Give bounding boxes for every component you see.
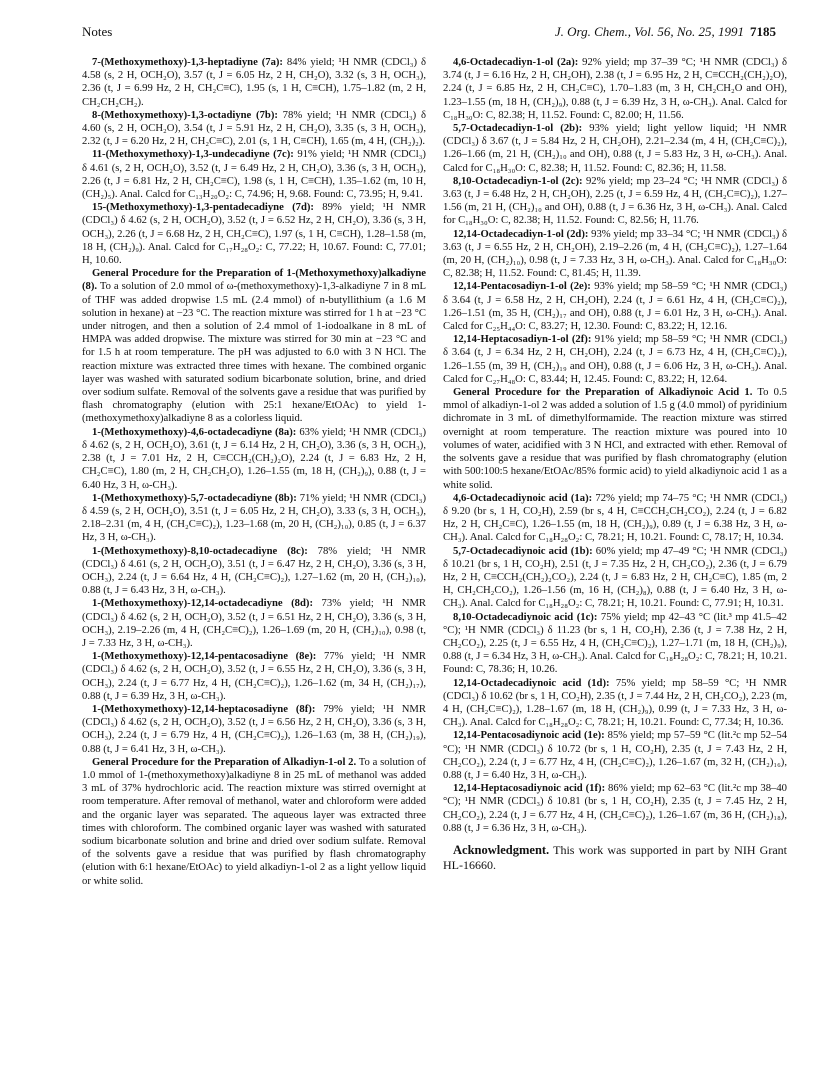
paragraph-heading: 1-(Methoxymethoxy)-5,7-octadecadiyne (8b): — [92, 492, 297, 504]
right-paragraph — [443, 386, 787, 492]
section-label: Notes — [82, 24, 113, 39]
left-paragraph — [82, 545, 426, 598]
paragraph-body: 77% yield; ¹H NMR (CDCl₃) δ 4.62 (s, 2 H, OCH₂O), 3.52 (t, J = 6.55 Hz, 2 H, CH₂O), 3.36 (s, 3 H, OCH₃), 2.24 (t, J = 6.77 Hz, 4 H, (CH₂C≡C)₂), 1.26–1.62 (m, 34 H, (CH₂)₁₇), 0.88 (t, J = 6.39 Hz, 3 H, ω-CH₃). — [82, 651, 426, 702]
paragraph-heading: 1-(Methoxymethoxy)-8,10-octadecadiyne (8c): — [92, 545, 308, 557]
paragraph-body: 93% yield; mp 58–59 °C; ¹H NMR (CDCl₃) δ 3.64 (t, J = 6.58 Hz, 2 H, CH₂OH), 2.24 (t, J = 6.61 Hz, 4 H, (CH₂C≡C)₂), 1.26–1.51 (m, 35 H, (CH₂)₁₇ and OH), 0.88 (t, J = 6.01 Hz, 3 H, ω-CH₃). Anal. Calcd for C₂₅H₄₄O: C, 83.27; H, 12.30. Found: C, 83.22; H, 12.16. — [443, 281, 787, 333]
right-paragraph — [443, 729, 787, 782]
paragraph-body: 75% yield; mp 42–43 °C (lit.³ mp 41.5–42 °C); ¹H NMR (CDCl₃) δ 11.23 (br s, 1 H, CO₂H), 2.36 (t, J = 7.38 Hz, 2 H, CH₂CO₂), 2.25 (t, J = 6.55 Hz, 4 H, (CH₂C≡C)₂), 1.27–1.71 (m, 18 H, (CH₂)₉), 0.88 (t, J = 6.34 Hz, 3 H, ω-CH₃). Anal. Calcd for C₁₈H₂₈O₂: C, 78.21; H, 10.21. Found: C, 78.36; H, 10.26. — [443, 611, 788, 676]
paragraph-heading: 1-(Methoxymethoxy)-12,14-octadecadiyne (8d): — [92, 598, 314, 610]
right-paragraph — [443, 122, 787, 175]
paragraph-body: 78% yield; ¹H NMR (CDCl₃) δ 4.61 (s, 2 H, OCH₂O), 3.51 (t, J = 6.47 Hz, 2 H, CH₂O), 3.36 (s, 3 H, OCH₃), 2.24 (t, J = 6.64 Hz, 4 H, (CH₂C≡C)₂), 1.27–1.62 (m, 20 H, (CH₂)₁₀), 0.88 (t, J = 6.43 Hz, 3 H, ω-CH₃). — [82, 545, 426, 597]
left-paragraph — [82, 597, 426, 650]
left-paragraph — [82, 56, 426, 109]
left-paragraph — [82, 426, 426, 492]
paragraph-heading: 1-(Methoxymethoxy)-12,14-heptacosadiyne (8f): — [92, 703, 316, 715]
journal-citation — [555, 24, 776, 40]
paragraph-body: 93% yield; mp 33–34 °C; ¹H NMR (CDCl₃) δ 3.63 (t, J = 6.55 Hz, 2 H, CH₂OH), 2.19–2.26 (m, 4 H, (CH₂C≡C)₂), 1.27–1.64 (m, 20 H, (CH₂)₁₀), 0.98 (t, J = 7.33 Hz, 3 H, ω-CH₃). Anal. Calcd for C₁₈H₃₀O: C, 82.38; H, 11.52. Found: C, 81.45; H, 11.39. — [443, 228, 788, 280]
paragraph-body: 79% yield; ¹H NMR (CDCl₃) δ 4.62 (s, 2 H, OCH₂O), 3.52 (t, J = 6.56 Hz, 2 H, CH₂O), 3.36 (s, 3 H, OCH₃), 2.24 (t, J = 6.79 Hz, 4 H, (CH₂C≡C)₂), 1.26–1.63 (m, 38 H, (CH₂)₁₉), 0.88 (t, J = 6.41 Hz, 3 H, ω-CH₃). — [82, 703, 426, 755]
paragraph-heading: 7-(Methoxymethoxy)-1,3-heptadiyne (7a): — [92, 57, 283, 68]
paragraph-body: 92% yield; mp 23–24 °C; ¹H NMR (CDCl₃) δ 3.63 (t, J = 6.48 Hz, 2 H, CH₂OH), 2.25 (t, J = 6.59 Hz, 4 H, (CH₂C≡C)₂), 1.27–1.56 (m, 21 H, (CH₂)₁₀ and OH), 0.88 (t, J = 6.36 Hz, 3 H, ω-CH₃). Anal. Calcd for C₁₈H₃₀O: C, 82.38; H, 11.52. Found: C, 82.56; H, 11.76. — [443, 175, 787, 227]
paragraph-body: 75% yield; mp 58–59 °C; ¹H NMR (CDCl₃) δ 10.62 (br s, 1 H, CO₂H), 2.35 (t, J = 7.44 Hz, 2 H, CH₂CO₂), 2.23 (m, 4 H, (CH₂C≡C)₂), 1.28–1.67 (m, 18 H, (CH₂)₉), 0.99 (t, J = 7.33 Hz, 3 H, ω-CH₃). Anal. Calcd for C₁₈H₂₈O₂: C, 78.21; H, 10.21. Found: C, 77.34; H, 10.36. — [443, 677, 787, 729]
paragraph-body: 73% yield; ¹H NMR (CDCl₃) δ 4.62 (s, 2 H, OCH₂O), 3.52 (t, J = 6.51 Hz, 2 H, CH₂O), 3.36 (s, 3 H, OCH₃), 2.19–2.26 (m, 4 H, (CH₂C≡C)₂), 1.26–1.69 (m, 20 H, (CH₂)₁₀), 0.98 (t, J = 7.33 Hz, 3 H, ω-CH₃). — [82, 598, 426, 649]
right-paragraph — [443, 280, 787, 333]
paragraph-heading: General Procedure for the Preparation of Alkadiynoic Acid 1. — [453, 387, 753, 399]
paragraph-heading: 4,6-Octadecadiynoic acid (1a): — [453, 492, 593, 504]
paragraph-body: 78% yield; ¹H NMR (CDCl₃) δ 4.60 (s, 2 H, OCH₂O), 3.54 (t, J = 5.91 Hz, 2 H, CH₂O), 3.35 (s, 3 H, OCH₃), 2.32 (t, J = 6.20 Hz, 2 H, CH₂C≡C), 2.01 (s, 1 H, C≡CH), 1.65 (m, 4 H, (CH₂)₂). — [82, 109, 426, 148]
paragraph-heading: 12,14-Octadecadiyn-1-ol (2d): — [453, 228, 589, 240]
right-paragraph — [443, 611, 787, 677]
paragraph-heading: General Procedure for the Preparation of Alkadiyn-1-ol 2. — [92, 756, 357, 768]
left-paragraph — [82, 201, 426, 267]
paragraph-heading: 15-(Methoxymethoxy)-1,3-pentadecadiyne (7d): — [92, 202, 314, 214]
left-paragraph — [82, 650, 426, 703]
paragraph-heading: 5,7-Octadecadiynoic acid (1b): — [453, 545, 593, 557]
paragraph-body: 92% yield; mp 37–39 °C; ¹H NMR (CDCl₃) δ 3.74 (t, J = 6.16 Hz, 2 H, CH₂OH), 2.38 (t, J = 6.95 Hz, 2 H, C≡CCH₂(CH₂)₂O), 2.24 (t, J = 6.85 Hz, 2 H, CH₂C≡C), 1.70–1.83 (m, 3 H, CH₂CH₂O and OH), 1.23–1.55 (m, 18 H, (CH₂)₉), 0.88 (t, J = 6.39 Hz, 3 H, ω-CH₃). Anal. Calcd for C₁₈H₃₀O: C, 82.38; H, 11.52. Found: C, 82.00; H, 11.56. — [443, 57, 787, 121]
right-paragraph — [443, 492, 787, 545]
paragraph-heading: 12,14-Pentacosadiynoic acid (1e): — [453, 730, 605, 742]
paragraph-heading: 12,14-Heptacosadiynoic acid (1f): — [453, 783, 606, 795]
paragraph-body: 91% yield; ¹H NMR (CDCl₃) δ 4.61 (s, 2 H, OCH₂O), 3.52 (t, J = 6.49 Hz, 2 H, CH₂O), 3.36 (s, 3 H, OCH₃), 2.26 (t, J = 6.81 Hz, 2 H, CH₂C≡C), 1.98 (s, 1 H, C≡CH), 1.35–1.62 (m, 10 H, (CH₂)₅). Anal. Calcd for C₁₃H₂₀O₂: C, 74.96; H, 9.68. Found: C, 73.95; H, 9.41. — [82, 149, 426, 201]
left-paragraph — [82, 492, 426, 545]
right-paragraph — [443, 782, 787, 835]
paragraph-body: 85% yield; mp 57–59 °C (lit.²c mp 52–54 °C); ¹H NMR (CDCl₃) δ 10.72 (br s, 1 H, CO₂H), 2.35 (t, J = 7.43 Hz, 2 H, CH₂CO₂), 2.24 (t, J = 6.77 Hz, 4 H, (CH₂C≡C)₂), 1.26–1.67 (m, 32 H, (CH₂)₁₆), 0.88 (t, J = 6.40 Hz, 3 H, ω-CH₃). — [443, 730, 787, 781]
paragraph-heading: 8,10-Octadecadiyn-1-ol (2c): — [453, 175, 583, 187]
paragraph-body: 84% yield; ¹H NMR (CDCl₃) δ 4.58 (s, 2 H, OCH₂O), 3.57 (t, J = 6.05 Hz, 2 H, CH₂O), 3.32 (s, 3 H, OCH₃), 2.36 (t, J = 6.99 Hz, 2 H, CH₂C≡C), 1.95 (s, 1 H, C≡CH), 1.75–1.82 (m, 2 H, CH₂CH₂CH₂). — [82, 57, 426, 108]
paragraph-body: 93% yield; light yellow liquid; ¹H NMR (CDCl₃) δ 3.67 (t, J = 5.84 Hz, 2 H, CH₂OH), 2.21–2.34 (m, 4 H, (CH₂C≡C)₂), 1.26–1.66 (m, 21 H, (CH₂)₁₀ and OH), 0.88 (t, J = 5.83 Hz, 3 H, ω-CH₃). Anal. Calcd for C₁₈H₃₀O: C, 82.38; H, 11.52. Found: C, 82.36; H, 11.58. — [443, 123, 788, 174]
running-header — [82, 24, 776, 42]
paragraph-heading: 12,14-Heptacosadiyn-1-ol (2f): — [453, 334, 592, 346]
paragraph-heading: 12,14-Pentacosadiyn-1-ol (2e): — [453, 281, 591, 293]
paragraph-heading: 1-(Methoxymethoxy)-4,6-octadecadiyne (8a): — [92, 426, 297, 438]
right-column — [443, 56, 787, 873]
acknowledgment-text: This work was supported in part by NIH Grant HL-16660. — [443, 842, 787, 872]
paragraph-heading: 11-(Methoxymethoxy)-1,3-undecadiyne (7c): — [92, 149, 294, 161]
left-paragraph — [82, 267, 426, 425]
page-number: 7185 — [750, 24, 776, 39]
left-column — [82, 56, 426, 888]
paragraph-heading: 12,14-Octadecadiynoic acid (1d): — [453, 677, 610, 689]
left-paragraph — [82, 756, 426, 888]
paragraph-body: 71% yield; ¹H NMR (CDCl₃) δ 4.59 (s, 2 H, OCH₂O), 3.51 (t, J = 6.05 Hz, 2 H, CH₂O), 3.33 (s, 3 H, OCH₃), 2.18–2.31 (m, 4 H, (CH₂C≡C)₂), 1.23–1.68 (m, 20 H, (CH₂)₁₀), 0.85 (t, J = 6.37 Hz, 3 H, ω-CH₃). — [82, 492, 426, 544]
paragraph-body: 60% yield; mp 47–49 °C; ¹H NMR (CDCl₃) δ 10.21 (br s, 1 H, CO₂H), 2.51 (t, J = 7.35 Hz, 2 H, CH₂CO₂), 2.36 (t, J = 6.79 Hz, 2 H, C≡CCH₂(CH₂)₂CO₂), 2.24 (t, J = 6.83 Hz, 2 H, CH₂C≡C), 1.85 (m, 2 H, CH₂CH₂CO₂), 1.26–1.56 (m, 16 H, (CH₂)₈), 0.88 (t, J = 6.40 Hz, 3 H, ω-CH₃). Anal. Calcd for C₁₈H₂₈O₂: C, 78.21; H, 10.21. Found: C, 77.91; H, 10.31. — [443, 545, 788, 610]
journal-name: J. Org. Chem., Vol. 56, No. 25, 1991 — [554, 24, 744, 39]
paragraph-body: To 0.5 mmol of alkadiyn-1-ol 2 was added a solution of 1.5 g (4.0 mmol) of pyridinium dichromate in 3 mL of dimethylformamide. The reaction mixture was stirred overnight at room temperature. The reaction mixture was poured into 10 volumes of water, acidified with 3 N HCl, and extracted with ether. Removal of the solvents gave a residue that was purified by flash chromatography (elution with 500:100:5 hexane/EtOAc/85% formic acid) to yield alkadiynoic acid 1 as a white solid. — [443, 387, 787, 491]
paragraph-heading: 5,7-Octadecadiyn-1-ol (2b): — [453, 123, 583, 135]
right-paragraph — [443, 175, 787, 228]
paragraph-body: 72% yield; mp 74–75 °C; ¹H NMR (CDCl₃) δ 9.20 (br s, 1 H, CO₂H), 2.59 (br s, 4 H, C≡CCH₂CH₂CO₂), 2.24 (t, J = 6.82 Hz, 2 H, CH₂C≡C), 1.26–1.55 (m, 18 H, (CH₂)₉), 0.89 (t, J = 6.38 Hz, 3 H, ω-CH₃). Anal. Calcd for C₁₈H₂₈O₂: C, 78.21; H, 10.21. Found: C, 78.17; H, 10.34. — [443, 492, 787, 544]
paragraph-body: To a solution of 2.0 mmol of ω-(methoxymethoxy)-1,3-alkadiyne 7 in 8 mL of THF was added dropwise 1.5 mL (2.4 mmol) of n-butyllithium (a 1.6 M solution in hexane) at −23 °C. The reaction mixture was stirred for 1 h at −23 °C under nitrogen, and then a solution of 2.4 mmol of 1-iodoalkane in 8 mL of HMPA was added dropwise. The mixture was stirred for 30 min at −23 °C and for 1.5 h at room temperature. The pH was adjusted to 6.0 with 3 N HCl. The reaction mixture was extracted three times with hexane. The combined organic layer was washed with saturated sodium bicarbonate solution, brine, and dried over sodium sulfate. Removal of the solvents gave a residue that was purified by flash chromatography (elution with 25:1 hexane/EtOAc) to yield 1-(methoxymethoxy)alkadiyne 8 as a colorless liquid. — [82, 281, 426, 425]
paragraph-heading: 4,6-Octadecadiyn-1-ol (2a): — [453, 57, 579, 68]
right-paragraph — [443, 228, 787, 281]
left-paragraph — [82, 109, 426, 149]
paragraph-heading: General Procedure for the Preparation of 1-(Methoxymethoxy)alkadiyne (8). — [82, 268, 426, 293]
paragraph-heading: 1-(Methoxymethoxy)-12,14-pentacosadiyne (8e): — [92, 651, 317, 663]
paragraph-heading: 8,10-Octadecadiynoic acid (1c): — [453, 611, 598, 623]
paragraph-body: 91% yield; mp 58–59 °C; ¹H NMR (CDCl₃) δ 3.64 (t, J = 6.34 Hz, 2 H, CH₂OH), 2.24 (t, J = 6.73 Hz, 4 H, (CH₂C≡C)₂), 1.26–1.55 (m, 39 H, (CH₂)₁₉ and OH), 0.88 (t, J = 6.06 Hz, 3 H, ω-CH₃). Anal. Calcd for C₂₇H₄₈O: C, 83.44; H, 12.45. Found: C, 83.22; H, 12.64. — [443, 334, 787, 385]
acknowledgment-heading: Acknowledgment. — [453, 842, 550, 857]
paragraph-heading: 8-(Methoxymethoxy)-1,3-octadiyne (7b): — [92, 109, 278, 121]
paragraph-body: 63% yield; ¹H NMR (CDCl₃) δ 4.62 (s, 2 H, OCH₂O), 3.61 (t, J = 6.14 Hz, 2 H, CH₂O), 3.36 (s, 3 H, OCH₃), 2.38 (t, J = 7.01 Hz, 2 H, C≡CCH₂(CH₂)₂O), 2.24 (t, J = 6.83 Hz, 2 H, CH₂C≡C), 1.80 (m, 2 H, CH₂CH₂O), 1.26–1.55 (m, 18 H, (CH₂)₉), 0.88 (t, J = 6.40 Hz, 3 H, ω-CH₃). — [82, 426, 426, 491]
left-paragraph — [82, 148, 426, 201]
right-paragraph — [443, 333, 787, 386]
right-paragraph — [443, 545, 787, 611]
right-paragraph — [443, 56, 787, 122]
right-paragraph — [443, 677, 787, 730]
acknowledgment — [443, 843, 787, 873]
paragraph-body: 89% yield; ¹H NMR (CDCl₃) δ 4.62 (s, 2 H, OCH₂O), 3.52 (t, J = 6.52 Hz, 2 H, CH₂O), 3.36 (s, 3 H, OCH₃), 2.26 (t, J = 6.68 Hz, 2 H, CH₂C≡C), 1.97 (s, 1 H, C≡CH), 1.28–1.58 (m, 18 H, (CH₂)₉). Anal. Calcd for C₁₇H₂₈O₂: C, 77.22; H, 10.67. Found: C, 77.01; H, 10.60. — [82, 202, 427, 267]
paragraph-body: 86% yield; mp 62–63 °C (lit.²c mp 38–40 °C); ¹H NMR (CDCl₃) δ 10.81 (br s, 1 H, CO₂H), 2.35 (t, J = 7.45 Hz, 2 H, CH₂CO₂), 2.24 (t, J = 6.77 Hz, 4 H, (CH₂C≡C)₂), 1.26–1.67 (m, 36 H, (CH₂)₁₈), 0.88 (t, J = 6.36 Hz, 3 H, ω-CH₃). — [443, 783, 787, 834]
left-paragraph — [82, 703, 426, 756]
paragraph-body: To a solution of 1.0 mmol of 1-(methoxymethoxy)alkadiyne 8 in 25 mL of methanol was added 3 mL of 37% hydrochloric acid. The reaction mixture was stirred overnight at room temperature. After removal of methanol, water and chloroform were added and the organic layer was separated. The aqueous layer was extracted three times with chloroform. The combined organic layer was washed with saturated sodium bicarbonate solution and brine and dried over sodium sulfate. Removal of the solvents gave a residue that was purified by flash chromatography (elution with 6:1 hexane/EtOAc) to yield alkadiyn-1-ol 2 as a light yellow liquid or white solid. — [82, 756, 426, 887]
